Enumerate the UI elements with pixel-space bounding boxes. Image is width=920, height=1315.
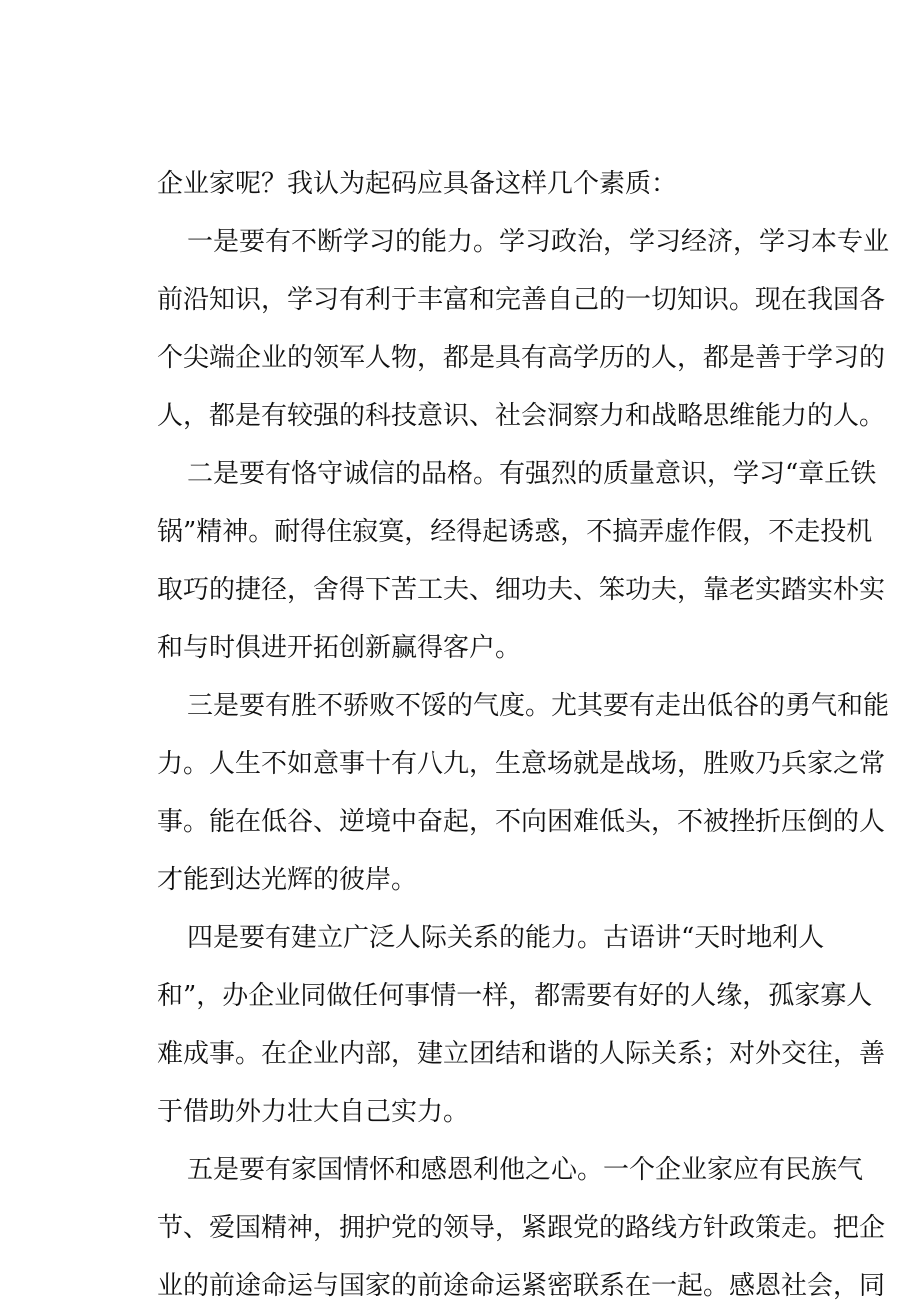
paragraph-start-line: 一是要有不断学习的能力。学习政治，学习经济，学习本专业 [187, 227, 890, 257]
text-line: 业的前途命运与国家的前途命运紧密联系在一起。感恩社会，同 [157, 1271, 886, 1301]
paragraph-start-line: 二是要有恪守诚信的品格。有强烈的质量意识，学习“章丘铁 [187, 459, 877, 489]
paragraph-start-line: 三是要有胜不骄败不馁的气度。尤其要有走出低谷的勇气和能 [187, 691, 890, 721]
text-line: 力。人生不如意事十有八九，生意场就是战场，胜败乃兵家之常 [157, 749, 886, 779]
text-line: 难成事。在企业内部，建立团结和谐的人际关系；对外交往，善 [157, 1039, 886, 1069]
text-line: 企业家呢？我认为起码应具备这样几个素质： [157, 169, 678, 199]
paragraph-start-line: 四是要有建立广泛人际关系的能力。古语讲“天时地利人 [187, 923, 825, 953]
text-line: 和”，办企业同做任何事情一样，都需要有好的人缘，孤家寡人 [157, 981, 873, 1011]
text-line: 于借助外力壮大自己实力。 [157, 1097, 470, 1127]
text-line: 取巧的捷径，舍得下苦工夫、细功夫、笨功夫，靠老实踏实朴实 [157, 575, 886, 605]
text-line: 锅”精神。耐得住寂寞，经得起诱惑，不搞弄虚作假，不走投机 [157, 517, 873, 547]
text-line: 节、爱国精神，拥护党的领导，紧跟党的路线方针政策走。把企 [157, 1213, 886, 1243]
text-line: 前沿知识，学习有利于丰富和完善自己的一切知识。现在我国各 [157, 285, 886, 315]
paragraph-start-line: 五是要有家国情怀和感恩利他之心。一个企业家应有民族气 [187, 1155, 864, 1185]
text-line: 事。能在低谷、逆境中奋起，不向困难低头，不被挫折压倒的人 [157, 807, 886, 837]
text-line: 个尖端企业的领军人物，都是具有高学历的人，都是善于学习的 [157, 343, 886, 373]
text-line: 才能到达光辉的彼岸。 [157, 865, 418, 895]
document-body [157, 155, 890, 1315]
text-line: 人，都是有较强的科技意识、社会洞察力和战略思维能力的人。 [157, 401, 886, 431]
text-line: 和与时俱进开拓创新赢得客户。 [157, 633, 522, 663]
